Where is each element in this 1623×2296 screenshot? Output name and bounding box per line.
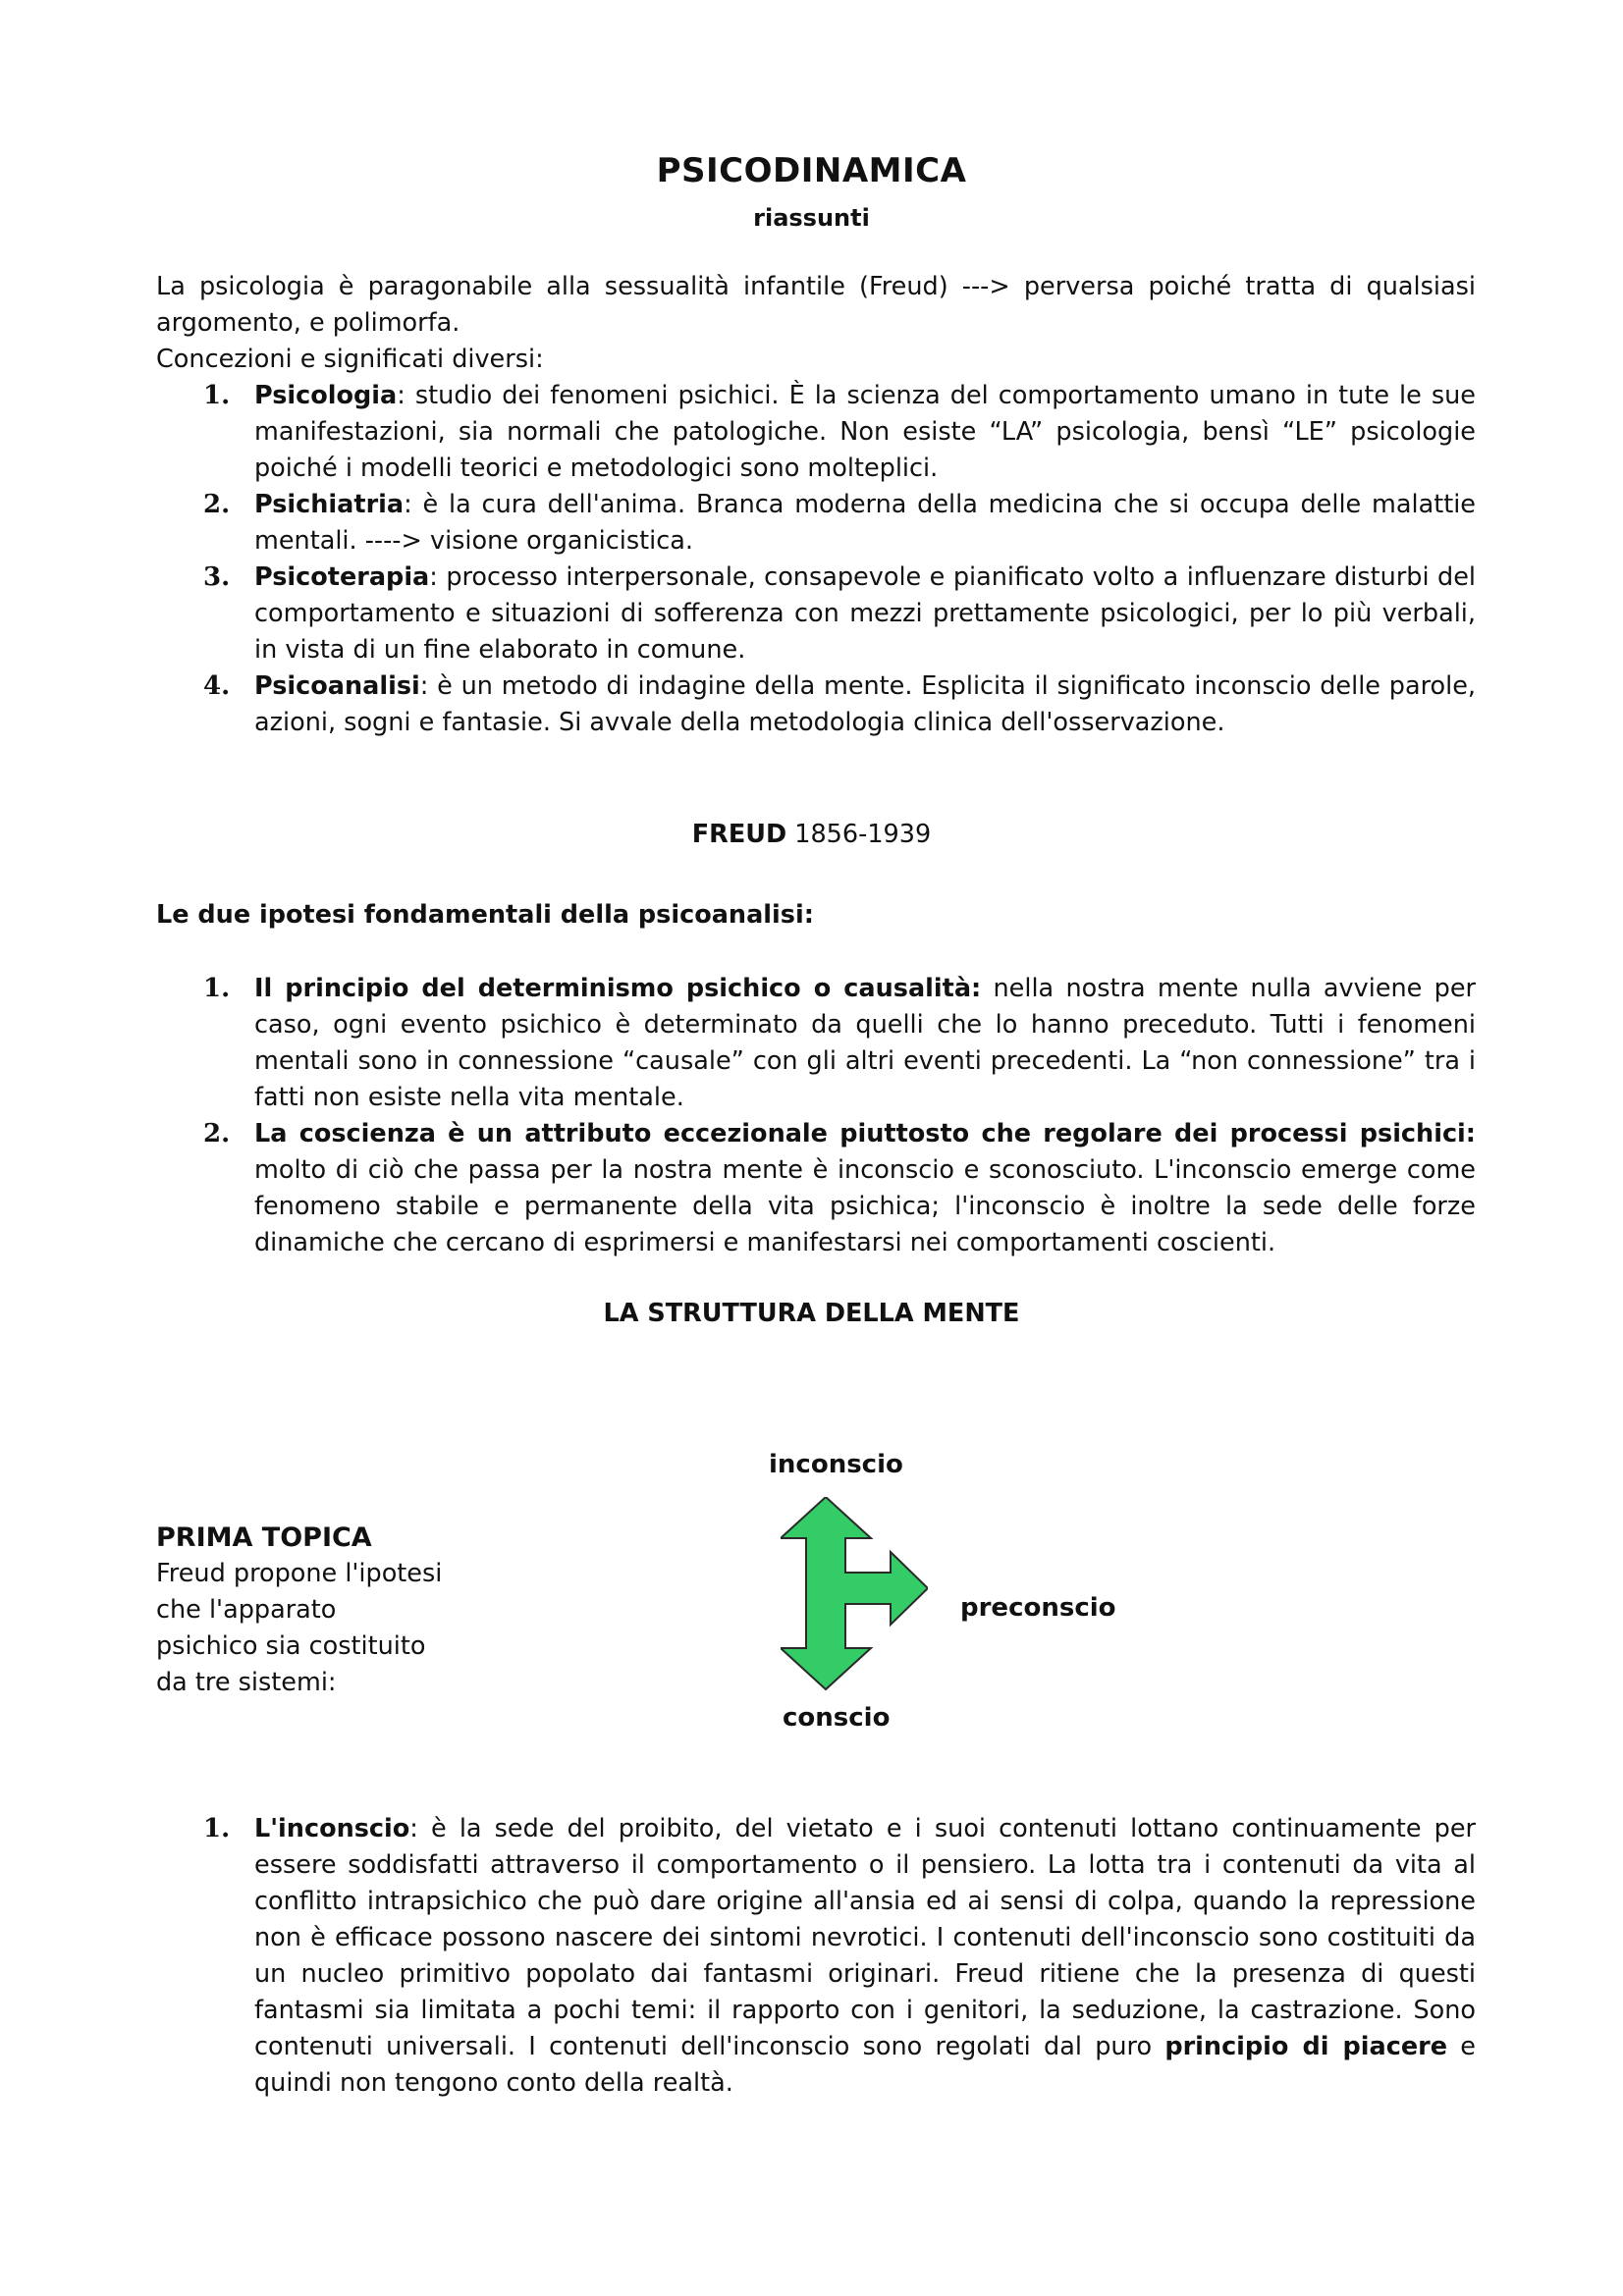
item-term: L'inconscio — [254, 1814, 410, 1843]
list-item — [156, 668, 1476, 741]
item-text-end: e quindi non tengono conto della realtà. — [254, 2032, 1477, 2098]
list-item — [156, 560, 1476, 668]
freud-heading — [0, 817, 1623, 853]
item-term: Psicoanalisi — [254, 671, 420, 701]
item-term: Psichiatria — [254, 490, 405, 519]
item-number: 2. — [203, 1119, 231, 1148]
item-number: 1. — [203, 1814, 231, 1843]
item-term: Il principio del determinismo psichico o causalità: — [254, 974, 982, 1003]
page-title: PSICODINAMICA — [656, 151, 967, 190]
ipotesi-heading: Le due ipotesi fondamentali della psicoanalisi: — [156, 900, 814, 930]
prima-topica-line: Freud propone l'ipotesi — [156, 1559, 443, 1588]
item-term: Psicoterapia — [254, 562, 430, 592]
list-item — [156, 378, 1476, 487]
item-term: La coscienza è un attributo eccezionale piuttosto che regolare dei processi psichici: — [254, 1119, 1476, 1148]
list-item — [156, 1116, 1476, 1261]
item-text: : processo interpersonale, consapevole e pianificato volto a influenzare disturbi del comportamento e situazioni di sofferenza con mezzi prettamente psicologici, per lo più verbali, in vista di un fine elaborato in comune. — [254, 562, 1476, 665]
intro-concezioni: Concezioni e significati diversi: — [156, 345, 544, 374]
prima-topica-line: psichico sia costituito — [156, 1631, 426, 1661]
item-text: molto di ciò che passa per la nostra mente è inconscio e sconosciuto. L'inconscio emerge come fenomeno stabile e permanente della vita psichica; l'inconscio è inoltre la sede delle forze dinamiche che cercano di esprimersi e manifestarsi nei comportamenti coscienti. — [254, 1155, 1476, 1257]
intro-paragraph — [156, 269, 1476, 378]
three-way-arrow-icon — [781, 1497, 928, 1693]
item-text: : è un metodo di indagine della mente. Esplicita il significato inconscio delle parole, azioni, sogni e fantasie. Si avvale della metodologia clinica dell'osservazione. — [254, 671, 1476, 737]
item-term: Psicologia — [254, 381, 398, 410]
sistemi-list — [156, 1811, 1476, 2102]
list-item — [156, 1811, 1476, 2102]
item-text: : è la sede del proibito, del vietato e i suoi contenuti lottano continuamente per essere soddisfatti attraverso il comportamento o il pensiero. La lotta tra i contenuti da vita al conflitto intrapsichico che può dare origine all'ansia ed ai sensi di colpa, quando la repressione non è efficace possono nascere dei sintomi nevrotici. I contenuti dell'inconscio sono costituiti da un nucleo primitivo popolato dai fantasmi originari. Freud ritiene che la presenza di questi fantasmi sia limitata a pochi temi: il rapporto con i genitori, la seduzione, la castrazione. Sono contenuti universali. I contenuti dell'inconscio sono regolati dal puro — [254, 1814, 1476, 2061]
freud-name: FREUD — [691, 820, 787, 849]
item-term-emphasis: principio di piacere — [1164, 2032, 1448, 2061]
arrow-shape — [781, 1497, 928, 1689]
struttura-heading: LA STRUTTURA DELLA MENTE — [603, 1299, 1020, 1328]
ipotesi-list — [156, 971, 1476, 1261]
list-item — [156, 487, 1476, 560]
prima-topica — [156, 1520, 470, 1701]
prima-topica-title: PRIMA TOPICA — [156, 1522, 372, 1553]
item-number: 1. — [203, 974, 231, 1003]
item-number: 3. — [203, 562, 231, 592]
intro-text: La psicologia è paragonabile alla sessualità infantile (Freud) ---> perversa poiché tratta di qualsiasi argomento, e polimorfa. — [156, 272, 1476, 338]
diagram-label-conscio: conscio — [783, 1703, 891, 1733]
prima-topica-line: che l'apparato — [156, 1595, 337, 1625]
concezioni-list — [156, 378, 1476, 741]
item-number: 1. — [203, 381, 231, 410]
item-text: : è la cura dell'anima. Branca moderna della medicina che si occupa delle malattie mentali. ----> visione organicistica. — [254, 490, 1476, 556]
list-item — [156, 971, 1476, 1116]
diagram-label-inconscio: inconscio — [769, 1450, 903, 1479]
item-number: 2. — [203, 490, 231, 519]
item-number: 4. — [203, 671, 231, 701]
diagram-label-preconscio: preconscio — [960, 1593, 1116, 1623]
freud-years: 1856-1939 — [786, 820, 932, 849]
item-text: nella nostra mente nulla avviene per caso, ogni evento psichico è determinato da quelli che lo hanno preceduto. Tutti i fenomeni mentali sono in connessione “causale” con gli altri eventi precedenti. La “non connessione” tra i fatti non esiste nella vita mentale. — [254, 974, 1476, 1112]
item-text: : studio dei fenomeni psichici. È la scienza del comportamento umano in tute le sue manifestazioni, sia normali che patologiche. Non esiste “LA” psicologia, bensì “LE” psicologie poiché i modelli teorici e metodologici sono molteplici. — [254, 381, 1476, 483]
page-subtitle: riassunti — [753, 204, 870, 232]
prima-topica-line: da tre sistemi: — [156, 1668, 337, 1697]
